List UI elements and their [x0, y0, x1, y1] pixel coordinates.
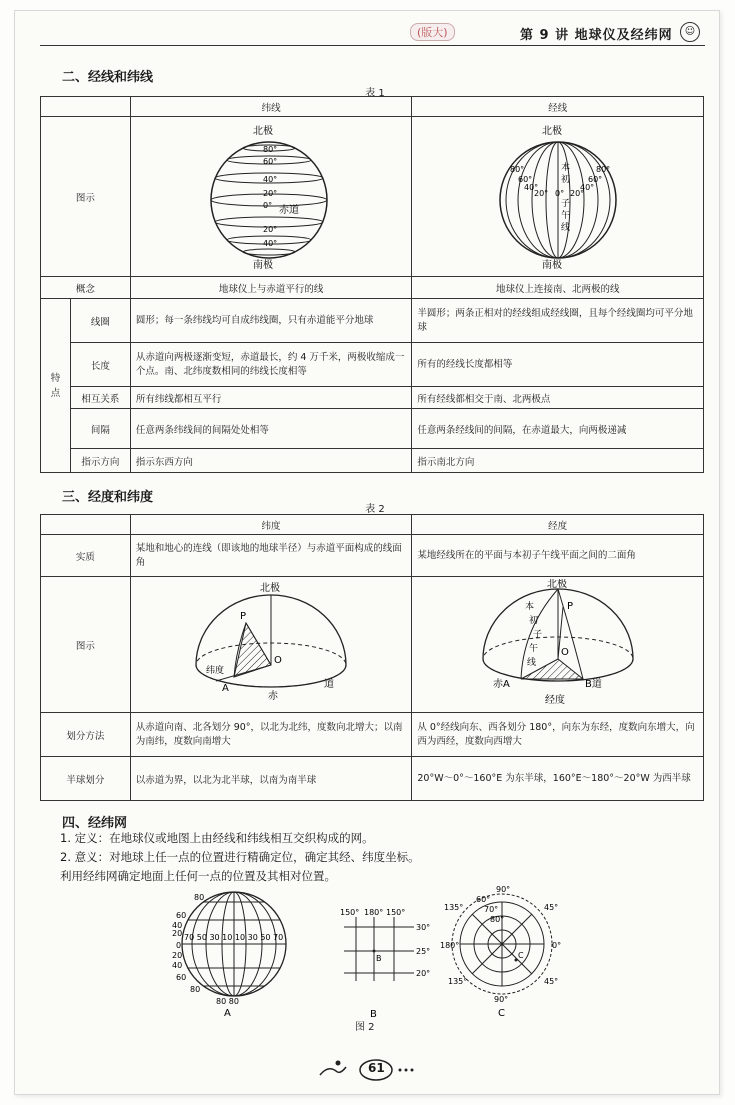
table2-caption: 表 2 [365, 504, 385, 515]
fig-a-tick-7: 60 [176, 973, 187, 982]
lon-left-2: 40° [523, 183, 538, 192]
longitude-angle-diagram [463, 579, 653, 707]
page-footer [310, 1055, 430, 1085]
lat-angle-p: P [240, 611, 247, 622]
fig-c-tick-2: 70° [484, 905, 499, 914]
feature-lat-4: 指示东西方向 [130, 449, 412, 473]
fig-c-tick-6: 135° [444, 903, 464, 912]
lat-tick-3: 20° [263, 189, 278, 198]
table1-corner [41, 97, 131, 117]
table1-caption: 表 1 [365, 88, 385, 99]
feature-lat-2: 所有纬线都相互平行 [130, 387, 412, 409]
lat-tick-2: 40° [263, 175, 278, 184]
fig-a-tick-2: 40 [172, 921, 183, 930]
fig-c-tick-3: 80° [490, 915, 505, 924]
lon-right-2: 60° [587, 175, 602, 184]
table1-row-concept: 概念 [41, 277, 131, 299]
lon-angle-m3: 午 [528, 644, 538, 654]
section3-heading: 三、经度和纬度 [62, 490, 154, 505]
lon-angle-label: 经度 [544, 695, 565, 706]
feature-label-1: 长度 [70, 343, 130, 387]
feature-lon-3: 任意两条经线间的间隔，在赤道最大，向两极递减 [412, 409, 704, 449]
fig-b-label: B [370, 1009, 377, 1020]
page-number: 61 [368, 1061, 385, 1075]
fig-c-tick-0: 90° [496, 885, 511, 894]
feature-lon-1: 所有的经线长度都相等 [412, 343, 704, 387]
feature-label-2: 相互关系 [70, 387, 130, 409]
fig-a-tick-3: 20 [172, 929, 183, 938]
feature-lon-4: 指示南北方向 [412, 449, 704, 473]
lat-angle-north: 北极 [260, 583, 281, 594]
method-lon: 从 0°经线向东、西各划分 180°，向东为东经，度数向东增大，向西为西经，度数向西增大 [412, 713, 704, 757]
fig-a-tick-8: 80 [190, 985, 201, 994]
longitude-globe-cell [412, 117, 704, 277]
essence-lat: 某地和地心的连线（即该地的地球半径）与赤道平面构成的线面角 [130, 535, 412, 577]
latitude-angle-diagram [176, 579, 366, 707]
lon-zero: 0° [554, 189, 564, 198]
fig-b-right-1: 25° [416, 947, 431, 956]
feature-lon-0: 半圆形；两条正相对的经线组成经线圈，且每个经线圈均可平分地球 [412, 299, 704, 343]
table2-corner [41, 515, 131, 535]
fig-c-tick-7: 180° [440, 941, 460, 950]
logo-icon: ☺ [680, 22, 700, 42]
table1-row-diagram: 图示 [41, 117, 131, 277]
lat-globe-north: 北极 [253, 126, 274, 137]
lat-globe-south: 南极 [253, 260, 274, 270]
latitude-globe-cell [130, 117, 412, 277]
fig-a-tick-1: 60 [176, 911, 187, 920]
fig-a-tick-4: 0 [176, 941, 182, 950]
lon-left-3: 20° [533, 189, 548, 198]
fig-b-top-1: 180° [364, 908, 384, 917]
lon-angle-o: O [560, 647, 569, 658]
table2 [40, 514, 704, 801]
lon-center-3: 午 [560, 211, 570, 221]
fig-c-tick-4: 45° [544, 903, 559, 912]
table1-col-lon: 经线 [412, 97, 704, 117]
fig-c-tick-1: 60° [476, 895, 491, 904]
fig-c-tick-8: 45° [544, 977, 559, 986]
fig-a-tick-0: 80 [194, 893, 205, 902]
lon-right-1: 40° [579, 183, 594, 192]
hemi-lon: 20°W～0°～160°E 为东半球，160°E～180°～20°W 为西半球 [412, 757, 704, 801]
page-title: 第 9 讲 地球仪及经纬网 [520, 28, 673, 43]
lon-center-2: 子 [560, 199, 570, 209]
fig-c-label: C [498, 1008, 505, 1019]
lat-tick-6: 40° [263, 239, 278, 248]
lon-angle-m0: 本 [524, 602, 534, 612]
lat-tick-4: 0° [263, 201, 273, 210]
table1 [40, 96, 704, 473]
lon-globe-south: 南极 [541, 260, 562, 270]
lon-angle-p: P [566, 601, 573, 612]
feature-lat-3: 任意两条纬线间的间隔处处相等 [130, 409, 412, 449]
longitude-angle-cell [412, 577, 704, 713]
lon-center-4: 线 [560, 223, 570, 233]
table2-col-lon: 经度 [412, 515, 704, 535]
table2-row-diagram: 图示 [41, 577, 131, 713]
lon-angle-m1: 初 [528, 616, 538, 626]
concept-lon: 地球仪上连接南、北两极的线 [412, 277, 704, 299]
method-lat: 从赤道向南、北各划分 90°，以北为北纬，度数向北增大；以南为南纬，度数向南增大 [130, 713, 412, 757]
lat-tick-1: 60° [263, 157, 278, 166]
lon-angle-m4: 线 [526, 658, 536, 668]
feature-label-3: 间隔 [70, 409, 130, 449]
lon-center-1: 初 [560, 175, 570, 185]
graticule-figure-c [440, 880, 570, 1020]
fig-b-right-2: 20° [416, 969, 431, 978]
graticule-figure-b [330, 905, 440, 1025]
fig-b-right-0: 30° [416, 923, 431, 932]
table2-col-lat: 纬度 [130, 515, 412, 535]
fig-b-top-0: 150° [340, 908, 360, 917]
hemi-lat: 以赤道为界，以北为北半球，以南为南半球 [130, 757, 412, 801]
fig-c-tick-5: 0° [552, 941, 562, 950]
section4-line-1: 1. 定义：在地球仪或地图上由经线和纬线相互交织构成的网。 [60, 831, 374, 845]
lon-left-0: 80° [509, 165, 524, 174]
lat-angle-label: 纬度 [206, 666, 225, 676]
lat-tick-5: 20° [263, 225, 278, 234]
fig-a-label: A [224, 1008, 231, 1018]
feature-lat-1: 从赤道向两极逐渐变短，赤道最长，约 4 万千米，两极收缩成一个点。南、北纬度数相同的纬线长度相等 [130, 343, 412, 387]
lon-angle-north: 北极 [546, 579, 567, 590]
fig-a-bottom: 80 80 [216, 997, 239, 1006]
figure2-caption: 图 2 [355, 1022, 375, 1033]
section2-heading: 二、经线和纬线 [62, 70, 154, 85]
table2-row-method: 划分方法 [41, 713, 131, 757]
fig-c-tick-10: 90° [494, 995, 509, 1004]
fig-c-tick-9: 135° [448, 977, 468, 986]
lon-right-3: 80° [595, 165, 610, 174]
lon-angle-m2: 子 [532, 630, 542, 640]
table2-row-essence: 实质 [41, 535, 131, 577]
feature-lon-2: 所有经线都相交于南、北两极点 [412, 387, 704, 409]
latitude-angle-cell [130, 577, 412, 713]
fig-a-row-label: 70 50 30 10 10 30 50 70 [184, 933, 284, 942]
lon-left-1: 60° [517, 175, 532, 184]
graticule-figure-a [162, 888, 302, 1018]
lon-angle-a: 赤A [492, 679, 510, 690]
longitude-globe-diagram [478, 120, 638, 270]
fig-b-top-2: 150° [386, 908, 406, 917]
lat-angle-chi: 赤 [268, 691, 279, 702]
lat-angle-a: A [222, 683, 229, 694]
fig-a-tick-5: 20 [172, 951, 183, 960]
table1-col-lat: 纬线 [130, 97, 412, 117]
section4-line-3: 利用经纬网确定地面上任何一点的位置及其相对位置。 [60, 869, 336, 883]
feature-label-0: 线圈 [70, 299, 130, 343]
fig-a-tick-6: 40 [172, 961, 183, 970]
essence-lon: 某地经线所在的平面与本初子午线平面之间的二面角 [412, 535, 704, 577]
table1-group-label: 特点 [41, 299, 71, 473]
fig-c-point: C [518, 951, 524, 960]
lon-globe-north: 北极 [541, 126, 562, 137]
lat-angle-o: O [274, 655, 282, 666]
feature-lat-0: 圆形；每一条纬线均可自成纬线圈，只有赤道能平分地球 [130, 299, 412, 343]
lat-angle-dao: 道 [324, 679, 335, 690]
lat-globe-equator: 赤道 [279, 205, 300, 216]
lat-tick-0: 80° [263, 145, 278, 154]
concept-lat: 地球仪上与赤道平行的线 [130, 277, 412, 299]
feature-label-4: 指示方向 [70, 449, 130, 473]
lon-right-0: 20° [569, 189, 584, 198]
header-tag: (版大) [410, 23, 455, 41]
lon-center-0: 本 [560, 163, 570, 173]
section4-line-2: 2. 意义：对地球上任一点的位置进行精确定位，确定其经、纬度坐标。 [60, 850, 420, 864]
latitude-globe-diagram [191, 120, 351, 270]
lon-angle-b: B道 [584, 679, 602, 690]
table2-row-hemi: 半球划分 [41, 757, 131, 801]
fig-b-point: B [376, 954, 382, 963]
section4-heading: 四、经纬网 [62, 816, 128, 831]
page-header [40, 22, 705, 46]
